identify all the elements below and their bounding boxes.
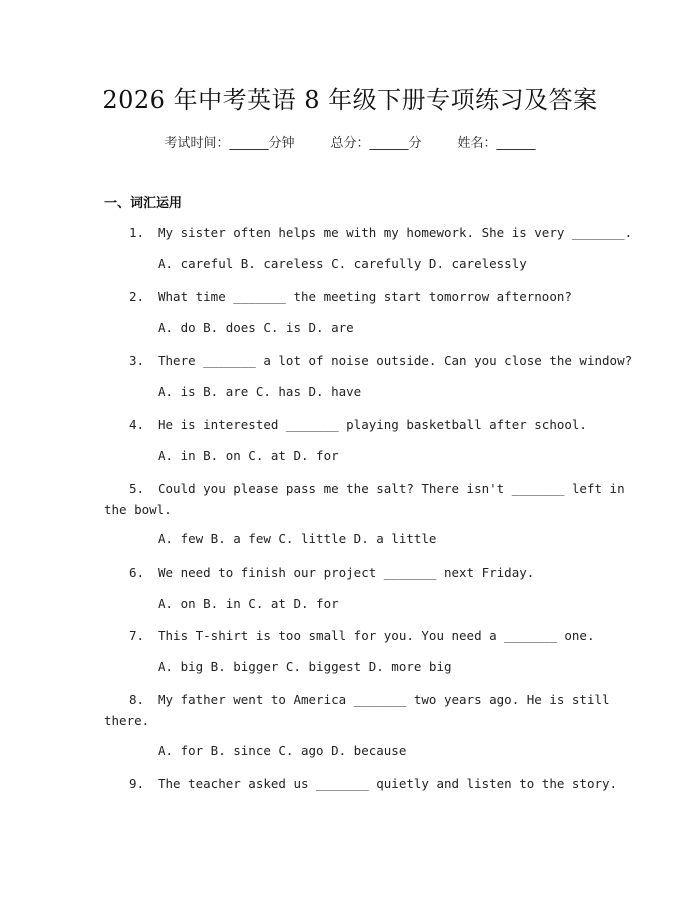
question-number: 2.	[128, 289, 144, 304]
question-stem: My father went to America _______ two years ago. He is still	[158, 692, 610, 707]
time-unit: 分钟	[268, 136, 295, 151]
question-number: 7.	[128, 628, 144, 643]
question-options: A. do B. does C. is D. are	[158, 320, 354, 335]
page-title: 2026 年中考英语 8 年级下册专项练习及答案	[102, 86, 598, 114]
question-options: A. big B. bigger C. biggest D. more big	[158, 659, 452, 674]
score-unit: 分	[408, 136, 422, 151]
name-blank: ______	[496, 136, 536, 151]
score-blank: ______	[369, 136, 409, 151]
question-stem-continuation: there.	[104, 713, 150, 728]
question-stem: The teacher asked us _______ quietly and listen to the story.	[158, 776, 618, 791]
question-stem: We need to finish our project _______ next Friday.	[158, 565, 535, 580]
question-options: A. for B. since C. ago D. because	[158, 743, 407, 758]
question-options: A. careful B. careless C. carefully D. carelessly	[158, 256, 527, 271]
question-stem: He is interested _______ playing basketball after school.	[158, 417, 587, 432]
question-stem: There _______ a lot of noise outside. Can you close the window?	[158, 353, 633, 368]
question-stem: Could you please pass me the salt? There isn't _______ left in	[158, 481, 625, 496]
question-number: 4.	[128, 417, 144, 432]
score-label: 总分：	[330, 136, 370, 151]
question-stem-continuation: the bowl.	[104, 502, 172, 517]
question-number: 8.	[128, 692, 144, 707]
time-blank: ______	[229, 136, 269, 151]
question-number: 6.	[128, 565, 144, 580]
name-label: 姓名：	[457, 136, 497, 151]
question-number: 5.	[128, 481, 144, 496]
question-options: A. in B. on C. at D. for	[158, 448, 339, 463]
question-number: 1.	[128, 225, 144, 240]
question-options: A. is B. are C. has D. have	[158, 384, 362, 399]
question-stem: My sister often helps me with my homework. She is very _______.	[158, 225, 633, 240]
question-number: 3.	[128, 353, 144, 368]
question-options: A. few B. a few C. little D. a little	[158, 531, 437, 546]
question-stem: This T-shirt is too small for you. You need a _______ one.	[158, 628, 595, 643]
section-heading: 一、词汇运用	[104, 196, 183, 211]
question-number: 9.	[128, 776, 144, 791]
question-stem: What time _______ the meeting start tomorrow afternoon?	[158, 289, 572, 304]
time-label: 考试时间：	[164, 136, 230, 151]
exam-info-line	[0, 132, 700, 151]
question-options: A. on B. in C. at D. for	[158, 596, 339, 611]
